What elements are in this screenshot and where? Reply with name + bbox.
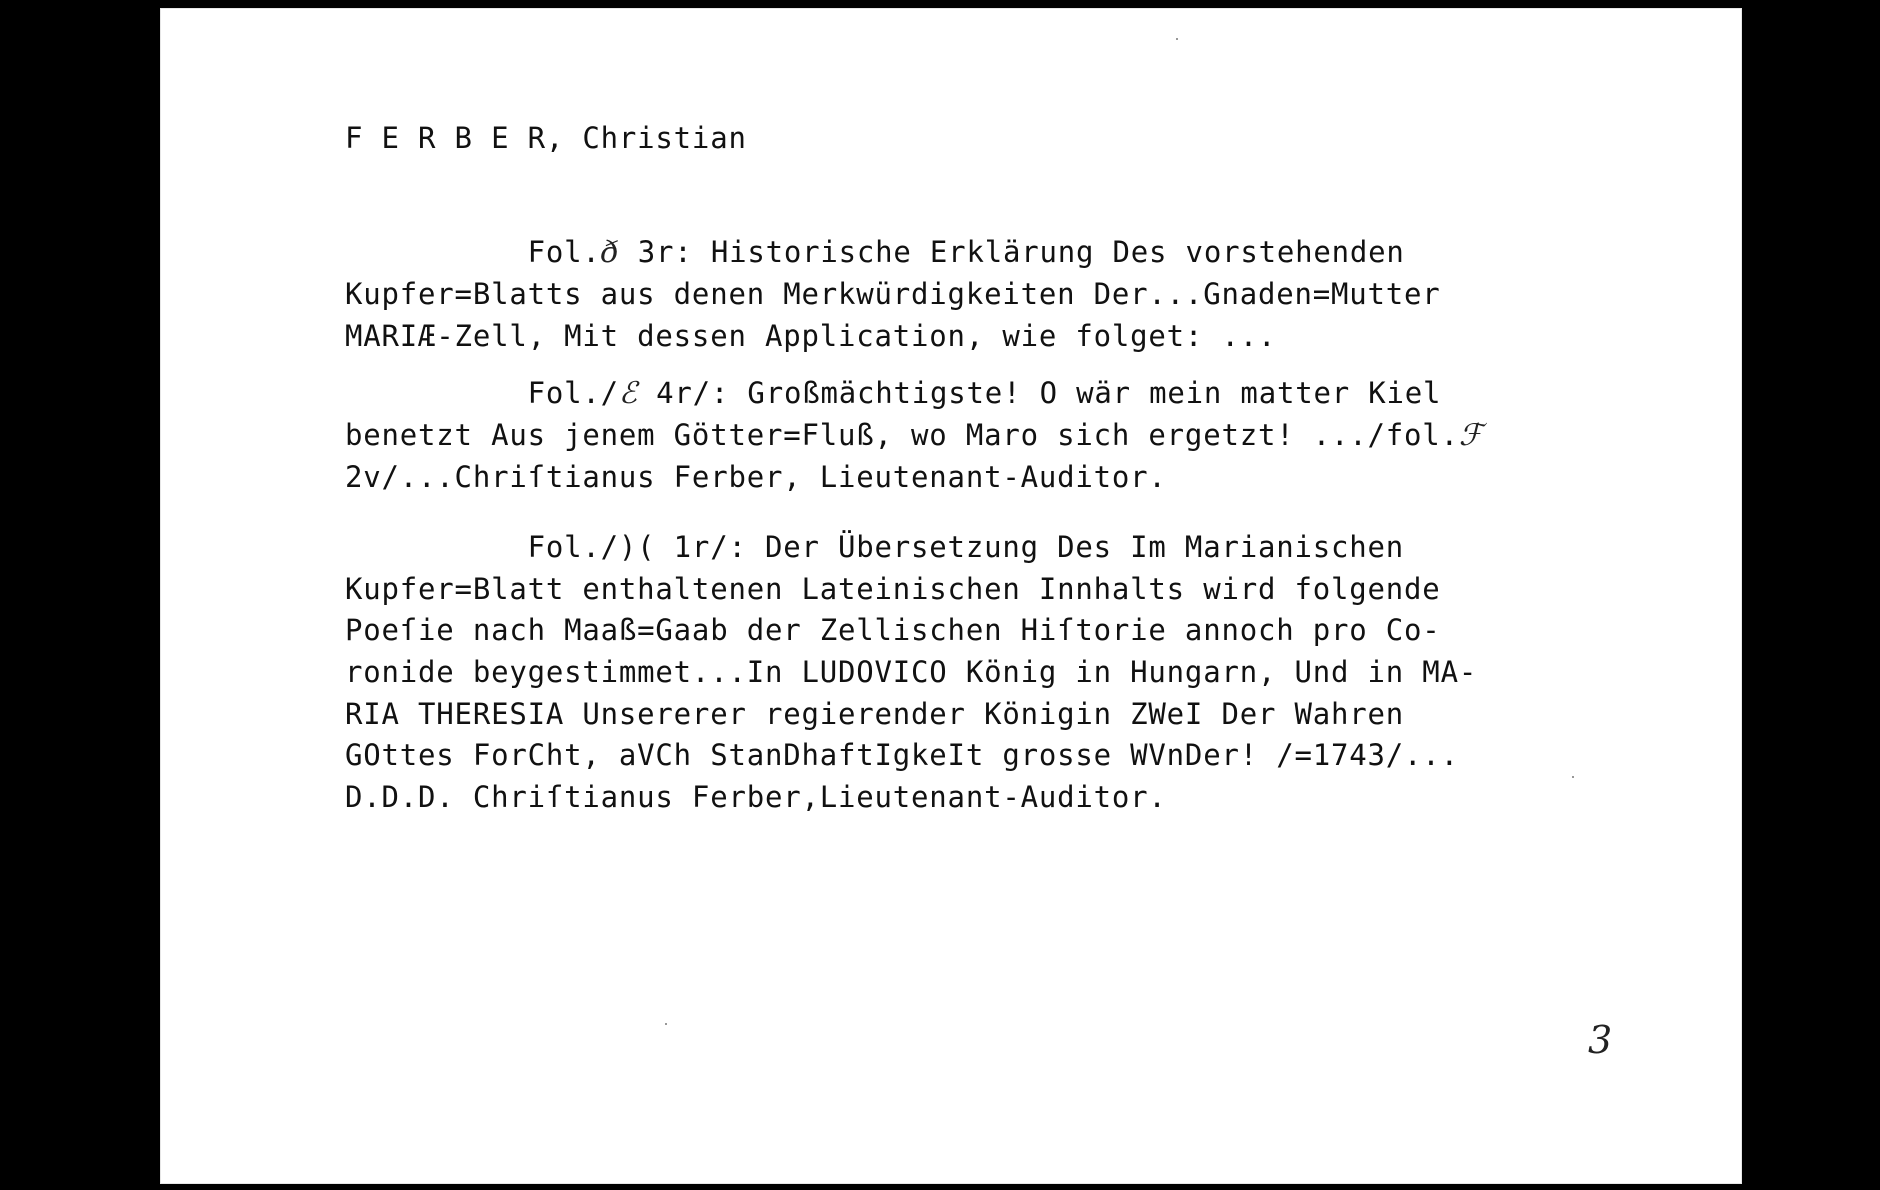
entry-2-line-2-text: benetzt Aus jenem Götter=Fluß, wo Maro sich ergetzt! .../fol. bbox=[345, 418, 1459, 452]
entry-3-line-1: Fol./)( 1r/: Der Übersetzung Des Im Marianischen bbox=[345, 530, 1405, 564]
paper-speck bbox=[1572, 776, 1574, 778]
card-heading: F E R B E R, Christian bbox=[345, 121, 747, 155]
entry-3-line-4: ronide beygestimmet...In LUDOVICO König in Hungarn, Und in MA- bbox=[345, 655, 1478, 689]
entry-1-line-2: Kupfer=Blatts aus denen Merkwürdigkeiten Der...Gnaden=Mutter bbox=[345, 277, 1441, 311]
entry-1-line-3: MARIÆ-Zell, Mit dessen Application, wie folget: ... bbox=[345, 319, 1277, 353]
handwritten-folio-mark: ℰ bbox=[618, 376, 638, 411]
entry-3-line-5: RIA THERESIA Unsererer regierender Königin ZWeI Der Wahren bbox=[345, 697, 1405, 731]
paper-speck bbox=[1176, 38, 1178, 40]
handwritten-folio-mark: ℱ bbox=[1458, 418, 1484, 453]
entry-1-line-1-text: 3r: Historische Erklärung Des vorstehenden bbox=[619, 235, 1405, 269]
entry-3-line-2: Kupfer=Blatt enthaltenen Lateinischen Innhalts wird folgende bbox=[345, 572, 1441, 606]
entry-3-line-3: Poeſie nach Maaß=Gaab der Zellischen Hiſtorie annoch pro Co- bbox=[345, 613, 1441, 647]
entry-2-line-3: 2v/...Chriſtianus Ferber, Lieutenant-Auditor. bbox=[345, 460, 1167, 494]
entry-2-line-2 bbox=[345, 417, 1483, 454]
paper-speck bbox=[665, 1023, 667, 1025]
entry-3-line-6: GOttes ForCht, aVCh StanDhaftIgkeIt grosse WVnDer! /=1743/... bbox=[345, 738, 1459, 772]
catalog-card bbox=[160, 8, 1742, 1184]
entry-1-line-1 bbox=[345, 234, 1405, 271]
entry-2-line-1 bbox=[345, 375, 1441, 412]
entry-2-line-1-text: 4r/: Großmächtigste! O wär mein matter Kiel bbox=[637, 376, 1442, 410]
entry-1-fol-label: Fol. bbox=[345, 235, 601, 269]
page-number: 3 bbox=[1588, 1018, 1613, 1062]
handwritten-folio-mark: ð bbox=[600, 235, 620, 270]
entry-2-fol-label: Fol./ bbox=[345, 376, 619, 410]
entry-3-line-7: D.D.D. Chriſtianus Ferber,Lieutenant-Auditor. bbox=[345, 780, 1167, 814]
